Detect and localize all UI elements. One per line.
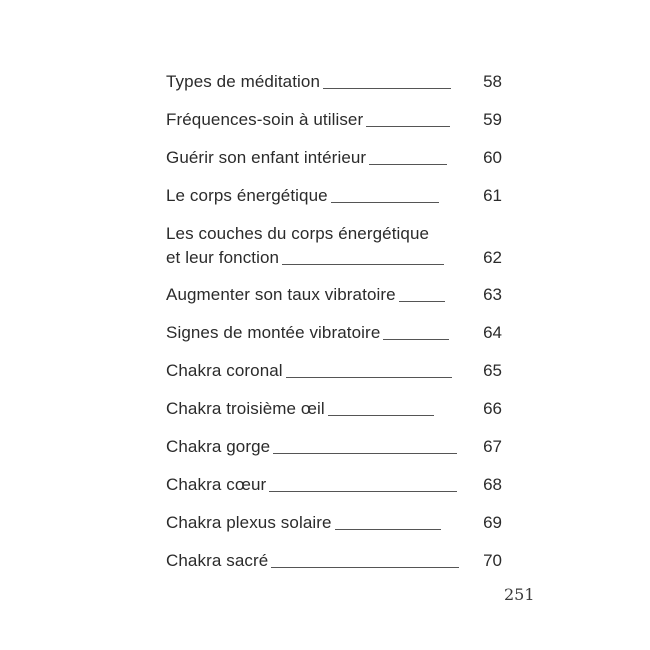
toc-entry-page: 59 bbox=[483, 110, 502, 129]
toc-entry-page: 70 bbox=[483, 551, 502, 570]
toc-entry bbox=[166, 222, 502, 270]
dot-leader bbox=[328, 415, 434, 416]
toc-entry-page: 62 bbox=[483, 248, 502, 267]
toc-entry-title: Chakra cœur bbox=[166, 475, 267, 494]
toc-entry-title: Le corps énergétique bbox=[166, 186, 328, 205]
toc-entry bbox=[166, 435, 502, 459]
dot-leader bbox=[331, 202, 439, 203]
toc-entry-title: Chakra plexus solaire bbox=[166, 513, 332, 532]
toc-entry-title: Chakra troisième œil bbox=[166, 399, 325, 418]
toc-entry-title: Chakra gorge bbox=[166, 437, 271, 456]
toc-entry bbox=[166, 146, 502, 170]
toc-entry bbox=[166, 473, 502, 497]
toc-entry-title: Augmenter son taux vibratoire bbox=[166, 285, 396, 304]
dot-leader bbox=[269, 491, 457, 492]
dot-leader bbox=[323, 88, 451, 89]
dot-leader bbox=[366, 126, 450, 127]
toc-entry-page: 67 bbox=[483, 437, 502, 456]
dot-leader bbox=[273, 453, 457, 454]
toc-entry-title: Chakra coronal bbox=[166, 361, 283, 380]
toc-entry-title: et leur fonction bbox=[166, 248, 280, 267]
toc-entry-title: Guérir son enfant intérieur bbox=[166, 148, 367, 167]
toc-entry-page: 60 bbox=[483, 148, 502, 167]
toc-entry bbox=[166, 184, 502, 208]
toc-entry-page: 58 bbox=[483, 72, 502, 91]
toc-entry-page: 68 bbox=[483, 475, 502, 494]
toc-entry-page: 63 bbox=[483, 285, 502, 304]
toc-entry bbox=[166, 549, 502, 573]
dot-leader bbox=[286, 377, 452, 378]
toc-entry-title-line1: Les couches du corps énergétique bbox=[166, 224, 430, 243]
toc-entry-page: 64 bbox=[483, 323, 502, 342]
toc-entry-title: Signes de montée vibratoire bbox=[166, 323, 381, 342]
toc-entry bbox=[166, 70, 502, 94]
dot-leader bbox=[271, 567, 459, 568]
toc-entry-title: Types de méditation bbox=[166, 72, 321, 91]
toc-entry bbox=[166, 397, 502, 421]
toc-entry bbox=[166, 511, 502, 535]
toc-entry bbox=[166, 321, 502, 345]
dot-leader bbox=[369, 164, 447, 165]
toc-entry-title: Fréquences-soin à utiliser bbox=[166, 110, 364, 129]
dot-leader bbox=[335, 529, 441, 530]
toc-entry bbox=[166, 283, 502, 307]
toc-entry bbox=[166, 359, 502, 383]
toc-entry-page: 69 bbox=[483, 513, 502, 532]
toc-entry-page: 65 bbox=[483, 361, 502, 380]
dot-leader bbox=[399, 301, 445, 302]
toc-entry-page: 61 bbox=[483, 186, 502, 205]
page-number: 251 bbox=[504, 585, 535, 604]
toc-entry-title: Chakra sacré bbox=[166, 551, 269, 570]
dot-leader bbox=[282, 264, 444, 265]
toc-entry-page: 66 bbox=[483, 399, 502, 418]
toc-entry bbox=[166, 108, 502, 132]
dot-leader bbox=[383, 339, 449, 340]
